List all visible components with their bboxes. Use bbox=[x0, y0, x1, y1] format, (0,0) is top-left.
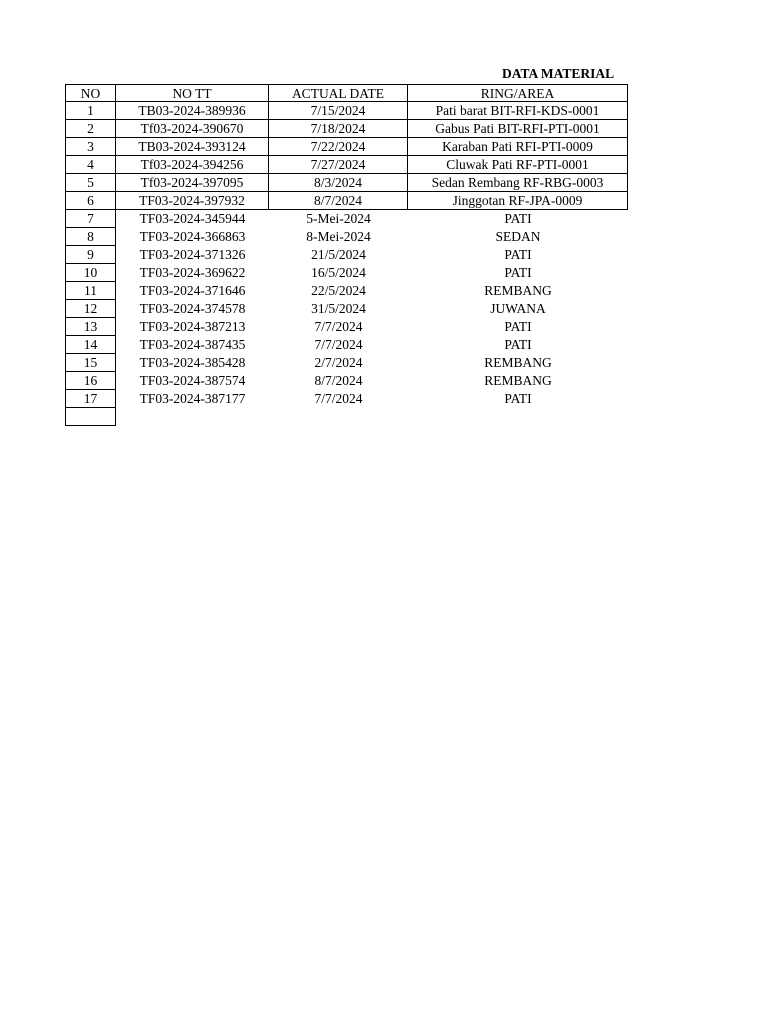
cell-no-tt[interactable]: TF03-2024-385428 bbox=[139, 355, 246, 370]
cell-no[interactable]: 12 bbox=[65, 300, 116, 318]
cell-no-tt[interactable]: TF03-2024-387177 bbox=[139, 391, 246, 406]
cell-no[interactable]: 7 bbox=[65, 210, 116, 228]
cell-ring-area[interactable]: PATI bbox=[504, 247, 532, 262]
cell-actual-date[interactable]: 22/5/2024 bbox=[311, 283, 366, 298]
cell-no[interactable]: 8 bbox=[65, 228, 116, 246]
cell-actual-date[interactable]: 7/7/2024 bbox=[314, 319, 363, 334]
header-actual-date[interactable]: ACTUAL DATE bbox=[269, 84, 408, 102]
cell-no-tt[interactable]: TF03-2024-387435 bbox=[139, 337, 246, 352]
cell-no-tt[interactable]: TF03-2024-369622 bbox=[139, 265, 246, 280]
cell-actual-date[interactable]: 8/7/2024 bbox=[314, 373, 363, 388]
cell-actual-date[interactable]: 31/5/2024 bbox=[311, 301, 366, 316]
cell-actual-date[interactable]: 7/18/2024 bbox=[269, 120, 408, 138]
cell-ring-area[interactable]: PATI bbox=[504, 391, 532, 406]
cell-no-tt[interactable]: TB03-2024-389936 bbox=[116, 102, 269, 120]
cell-no[interactable]: 3 bbox=[65, 138, 116, 156]
cell-ring-area[interactable]: Karaban Pati RFI-PTI-0009 bbox=[408, 138, 628, 156]
cell-no[interactable]: 9 bbox=[65, 246, 116, 264]
cell-actual-date[interactable]: 7/7/2024 bbox=[314, 337, 363, 352]
cell-no[interactable]: 14 bbox=[65, 336, 116, 354]
cell-actual-date[interactable]: 7/27/2024 bbox=[269, 156, 408, 174]
cell-actual-date[interactable]: 16/5/2024 bbox=[311, 265, 366, 280]
cell-ring-area[interactable] bbox=[408, 408, 628, 426]
cell-no[interactable]: 13 bbox=[65, 318, 116, 336]
cell-actual-date[interactable]: 5-Mei-2024 bbox=[306, 211, 371, 226]
cell-ring-area[interactable]: Cluwak Pati RF-PTI-0001 bbox=[408, 156, 628, 174]
cell-no-tt[interactable]: TB03-2024-393124 bbox=[116, 138, 269, 156]
cell-actual-date[interactable] bbox=[269, 408, 408, 426]
header-no-tt[interactable]: NO TT bbox=[116, 84, 269, 102]
cell-actual-date[interactable]: 7/22/2024 bbox=[269, 138, 408, 156]
cell-no-tt[interactable]: TF03-2024-345944 bbox=[139, 211, 246, 226]
header-no[interactable]: NO bbox=[65, 84, 116, 102]
cell-no-tt[interactable]: TF03-2024-397932 bbox=[116, 192, 269, 210]
cell-ring-area[interactable]: Gabus Pati BIT-RFI-PTI-0001 bbox=[408, 120, 628, 138]
header-ring-area[interactable]: RING/AREA bbox=[408, 84, 628, 102]
cell-no[interactable]: 4 bbox=[65, 156, 116, 174]
cell-no-tt[interactable]: Tf03-2024-390670 bbox=[116, 120, 269, 138]
cell-no-tt[interactable]: TF03-2024-366863 bbox=[139, 229, 246, 244]
cell-no-tt[interactable]: TF03-2024-371646 bbox=[139, 283, 246, 298]
cell-actual-date[interactable]: 8-Mei-2024 bbox=[306, 229, 371, 244]
cell-ring-area[interactable]: Pati barat BIT-RFI-KDS-0001 bbox=[408, 102, 628, 120]
cell-ring-area[interactable]: JUWANA bbox=[490, 301, 546, 316]
cell-no[interactable]: 2 bbox=[65, 120, 116, 138]
cell-no[interactable]: 6 bbox=[65, 192, 116, 210]
cell-actual-date[interactable]: 8/7/2024 bbox=[269, 192, 408, 210]
cell-no[interactable]: 10 bbox=[65, 264, 116, 282]
cell-no-tt[interactable]: TF03-2024-374578 bbox=[139, 301, 246, 316]
cell-ring-area[interactable]: Jinggotan RF-JPA-0009 bbox=[408, 192, 628, 210]
cell-actual-date[interactable]: 7/15/2024 bbox=[269, 102, 408, 120]
cell-no-tt[interactable] bbox=[116, 408, 269, 426]
cell-no-tt[interactable]: TF03-2024-371326 bbox=[139, 247, 246, 262]
cell-ring-area[interactable]: PATI bbox=[504, 337, 532, 352]
cell-ring-area[interactable]: REMBANG bbox=[484, 283, 552, 298]
cell-no[interactable]: 5 bbox=[65, 174, 116, 192]
cell-ring-area[interactable]: SEDAN bbox=[495, 229, 541, 244]
cell-no[interactable]: 15 bbox=[65, 354, 116, 372]
cell-ring-area[interactable]: PATI bbox=[504, 319, 532, 334]
cell-actual-date[interactable]: 21/5/2024 bbox=[311, 247, 366, 262]
cell-ring-area[interactable]: REMBANG bbox=[484, 373, 552, 388]
sheet-title: DATA MATERIAL bbox=[502, 66, 615, 81]
cell-ring-area[interactable]: REMBANG bbox=[484, 355, 552, 370]
cell-actual-date[interactable]: 2/7/2024 bbox=[314, 355, 363, 370]
cell-no-tt[interactable]: Tf03-2024-397095 bbox=[116, 174, 269, 192]
cell-no[interactable]: 11 bbox=[65, 282, 116, 300]
cell-no-tt[interactable]: TF03-2024-387213 bbox=[139, 319, 246, 334]
cell-no[interactable] bbox=[65, 408, 116, 426]
cell-ring-area[interactable]: PATI bbox=[504, 265, 532, 280]
cell-no[interactable]: 17 bbox=[65, 390, 116, 408]
cell-actual-date[interactable]: 8/3/2024 bbox=[269, 174, 408, 192]
cell-ring-area[interactable]: Sedan Rembang RF-RBG-0003 bbox=[408, 174, 628, 192]
cell-no-tt[interactable]: TF03-2024-387574 bbox=[139, 373, 246, 388]
cell-no-tt[interactable]: Tf03-2024-394256 bbox=[116, 156, 269, 174]
cell-ring-area[interactable]: PATI bbox=[504, 211, 532, 226]
cell-actual-date[interactable]: 7/7/2024 bbox=[314, 391, 363, 406]
cell-no[interactable]: 1 bbox=[65, 102, 116, 120]
cell-no[interactable]: 16 bbox=[65, 372, 116, 390]
